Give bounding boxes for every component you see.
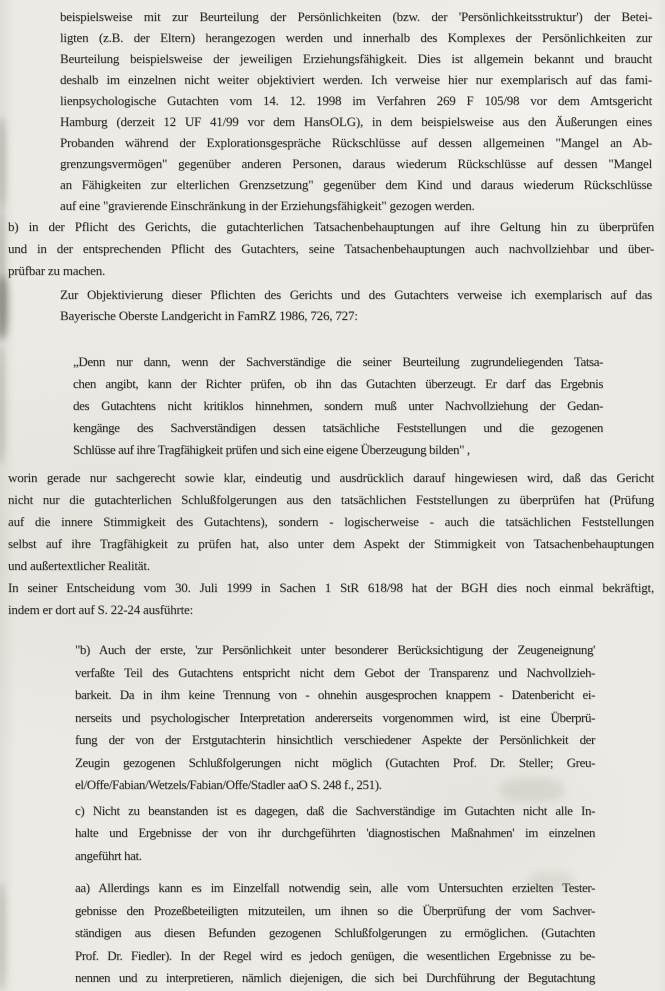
text-line: Hamburg (derzeit 12 UF 41/99 vor dem HansOLG), in dem beispielsweise aus den Äußerungen eines xyxy=(60,114,652,129)
text-line: nicht nur die gutachterlichen Schlußfolgerungen aus den tatsächlichen Feststellungen zu überprüfen hat (Prüfung xyxy=(8,492,654,507)
text-line: Probanden während der Explorationsgespräche Rückschlüsse auf dessen allgemeinen "Mangel an Ab- xyxy=(60,135,652,150)
text-line: "b) Auch der erste, 'zur Persönlichkeit unter besonderer Berücksichtigung der Zeugeneignung' xyxy=(75,642,595,657)
text-line: el/Offe/Fabian/Wetzels/Fabian/Offe/Stadler aaO S. 248 f., 251). xyxy=(75,777,382,792)
text-line: b) in der Pflicht des Gerichts, die gutachterlichen Tatsachenbehauptungen auf ihre Geltung hin zu überprüfen xyxy=(8,219,654,234)
text-line: Beurteilung beispielsweise der jeweiligen Erziehungsfähigkeit. Dies ist allgemein bekannt und braucht xyxy=(60,51,652,66)
text-line: auf die innere Stimmigkeit des Gutachtens), sondern - logischerweise - auch die tatsächlichen Feststellungen xyxy=(8,514,654,529)
text-line: und in der entsprechenden Pflicht des Gutachters, seine Tatsachenbehauptungen auch nachvollziehbar und über- xyxy=(8,241,654,256)
text-line: lienpsychologische Gutachten vom 14. 12. 1998 im Verfahren 269 F 105/98 vor dem Amtsgericht xyxy=(60,93,652,108)
text-line: kengänge des Sachverständigen dessen tatsächliche Feststellungen und die gezogenen xyxy=(73,420,603,435)
text-line: Schlüsse auf ihre Tragfähigkeit prüfen und sich eine eigene Überzeugung bilden" , xyxy=(73,442,470,457)
text-line: aa) Allerdings kann es im Einzelfall notwendig sein, alle vom Untersuchten erzielten Tester- xyxy=(75,880,595,895)
paragraph xyxy=(60,6,652,216)
text-line: des Gutachtens nicht kritiklos hinnehmen, sondern muß unter Nachvollziehung der Gedan- xyxy=(73,398,603,413)
text-line: angeführt hat. xyxy=(75,847,142,863)
text-line: auf eine "gravierende Einschränkung in der Erziehungsfähigkeit" gezogen werden. xyxy=(60,198,475,213)
text-line: prüfbar zu machen. xyxy=(8,263,106,278)
paragraph xyxy=(75,639,595,797)
paragraph xyxy=(8,216,654,282)
text-line: verfaßte Teil des Gutachtens entspricht nicht dem Gebot der Transparenz und Nachvollzieh- xyxy=(75,664,595,680)
paragraph xyxy=(75,877,595,990)
text-line: indem er dort auf S. 22-24 ausführte: xyxy=(8,602,194,617)
text-line: grenzungsvermögen" gegenüber anderen Personen, daraus wiederum Rückschlüsse auf dessen "Mangel xyxy=(60,156,652,171)
text-line: Prof. Dr. Fiedler). In der Regel wird es jedoch genügen, die wesentlichen Ergebnisse zu be- xyxy=(75,947,595,963)
text-line: halte und Ergebnisse der von ihr durchgeführten 'diagnostischen Maßnahmen' im einzelnen xyxy=(75,825,595,840)
text-line: chen angibt, kann der Richter prüfen, ob ihn das Gutachten überzeugt. Er darf das Ergebnis xyxy=(73,376,603,391)
text-line: nennen und zu interpretieren, nämlich diejenigen, die sich bei Durchführung der Begutachtung xyxy=(75,970,595,985)
paragraph xyxy=(73,351,603,461)
text-line: an Fähigkeiten zur elterlichen Grenzsetzung" gegenüber dem Kind und daraus wiederum Rückschlüsse xyxy=(60,177,652,192)
paragraph xyxy=(8,577,654,621)
paragraph xyxy=(60,284,652,326)
text-line: In seiner Entscheidung vom 30. Juli 1999 in Sachen 1 StR 618/98 hat der BGH dies noch einmal bekräftigt, xyxy=(8,580,654,595)
text-line: „Denn nur dann, wenn der Sachverständige die seiner Beurteilung zugrundeliegenden Tatsa- xyxy=(73,354,603,369)
text-line: fung der von der Erstgutachterin hinsichtlich verschiedener Aspekte der Persönlichkeit der xyxy=(75,732,595,747)
text-line: und außertextlicher Realität. xyxy=(8,558,150,573)
text-line: barkeit. Da in ihm keine Trennung von - ohnehin ausgesprochen knappem - Datenbericht ei- xyxy=(75,687,595,702)
paragraph xyxy=(8,467,654,577)
text-line: Zur Objektivierung dieser Pflichten des Gerichts und des Gutachters verweise ich exemplarisch auf das xyxy=(60,287,652,302)
text-line: beispielsweise mit zur Beurteilung der Persönlichkeiten (bzw. der 'Persönlichkeitsstruktur') der Betei- xyxy=(60,9,652,24)
text-line: ständigen aus diesen Befunden gezogenen Schlußfolgerungen zu ermöglichen. (Gutachten xyxy=(75,925,595,940)
text-line: ligten (z.B. der Eltern) herangezogen werden und innerhalb des Komplexes der Persönlichkeiten zur xyxy=(60,30,652,45)
text-line: gebnisse den Prozeßbeteiligten mitzuteilen, um ihnen so die Überprüfung der vom Sachver- xyxy=(75,902,595,918)
text-line: Zeugin gezogenen Schlußfolgerungen nicht möglich (Gutachten Prof. Dr. Steller; Greu- xyxy=(75,754,595,770)
text-line: selbst auf ihre Tragfähigkeit zu prüfen hat, also unter dem Aspekt der Stimmigkeit von Tatsachenbehauptungen xyxy=(8,536,654,551)
text-line: deshalb im einzelnen nicht weiter objektiviert werden. Ich verweise hier nur exemplarisch auf das fami- xyxy=(60,72,652,87)
paragraph xyxy=(75,800,595,868)
text-line: c) Nicht zu beanstanden ist es dagegen, daß die Sachverständige im Gutachten nicht alle In- xyxy=(75,802,595,818)
text-line: nerseits und psychologischer Interpretation andererseits vorgenommen wird, ist eine Überprü- xyxy=(75,709,595,725)
text-line: Bayerische Oberste Landgericht in FamRZ 1986, 726, 727: xyxy=(60,308,358,323)
text-line: worin gerade nur sachgerecht sowie klar, eindeutig und ausdrücklich darauf hingewiesen wird, daß das Gericht xyxy=(8,470,654,485)
